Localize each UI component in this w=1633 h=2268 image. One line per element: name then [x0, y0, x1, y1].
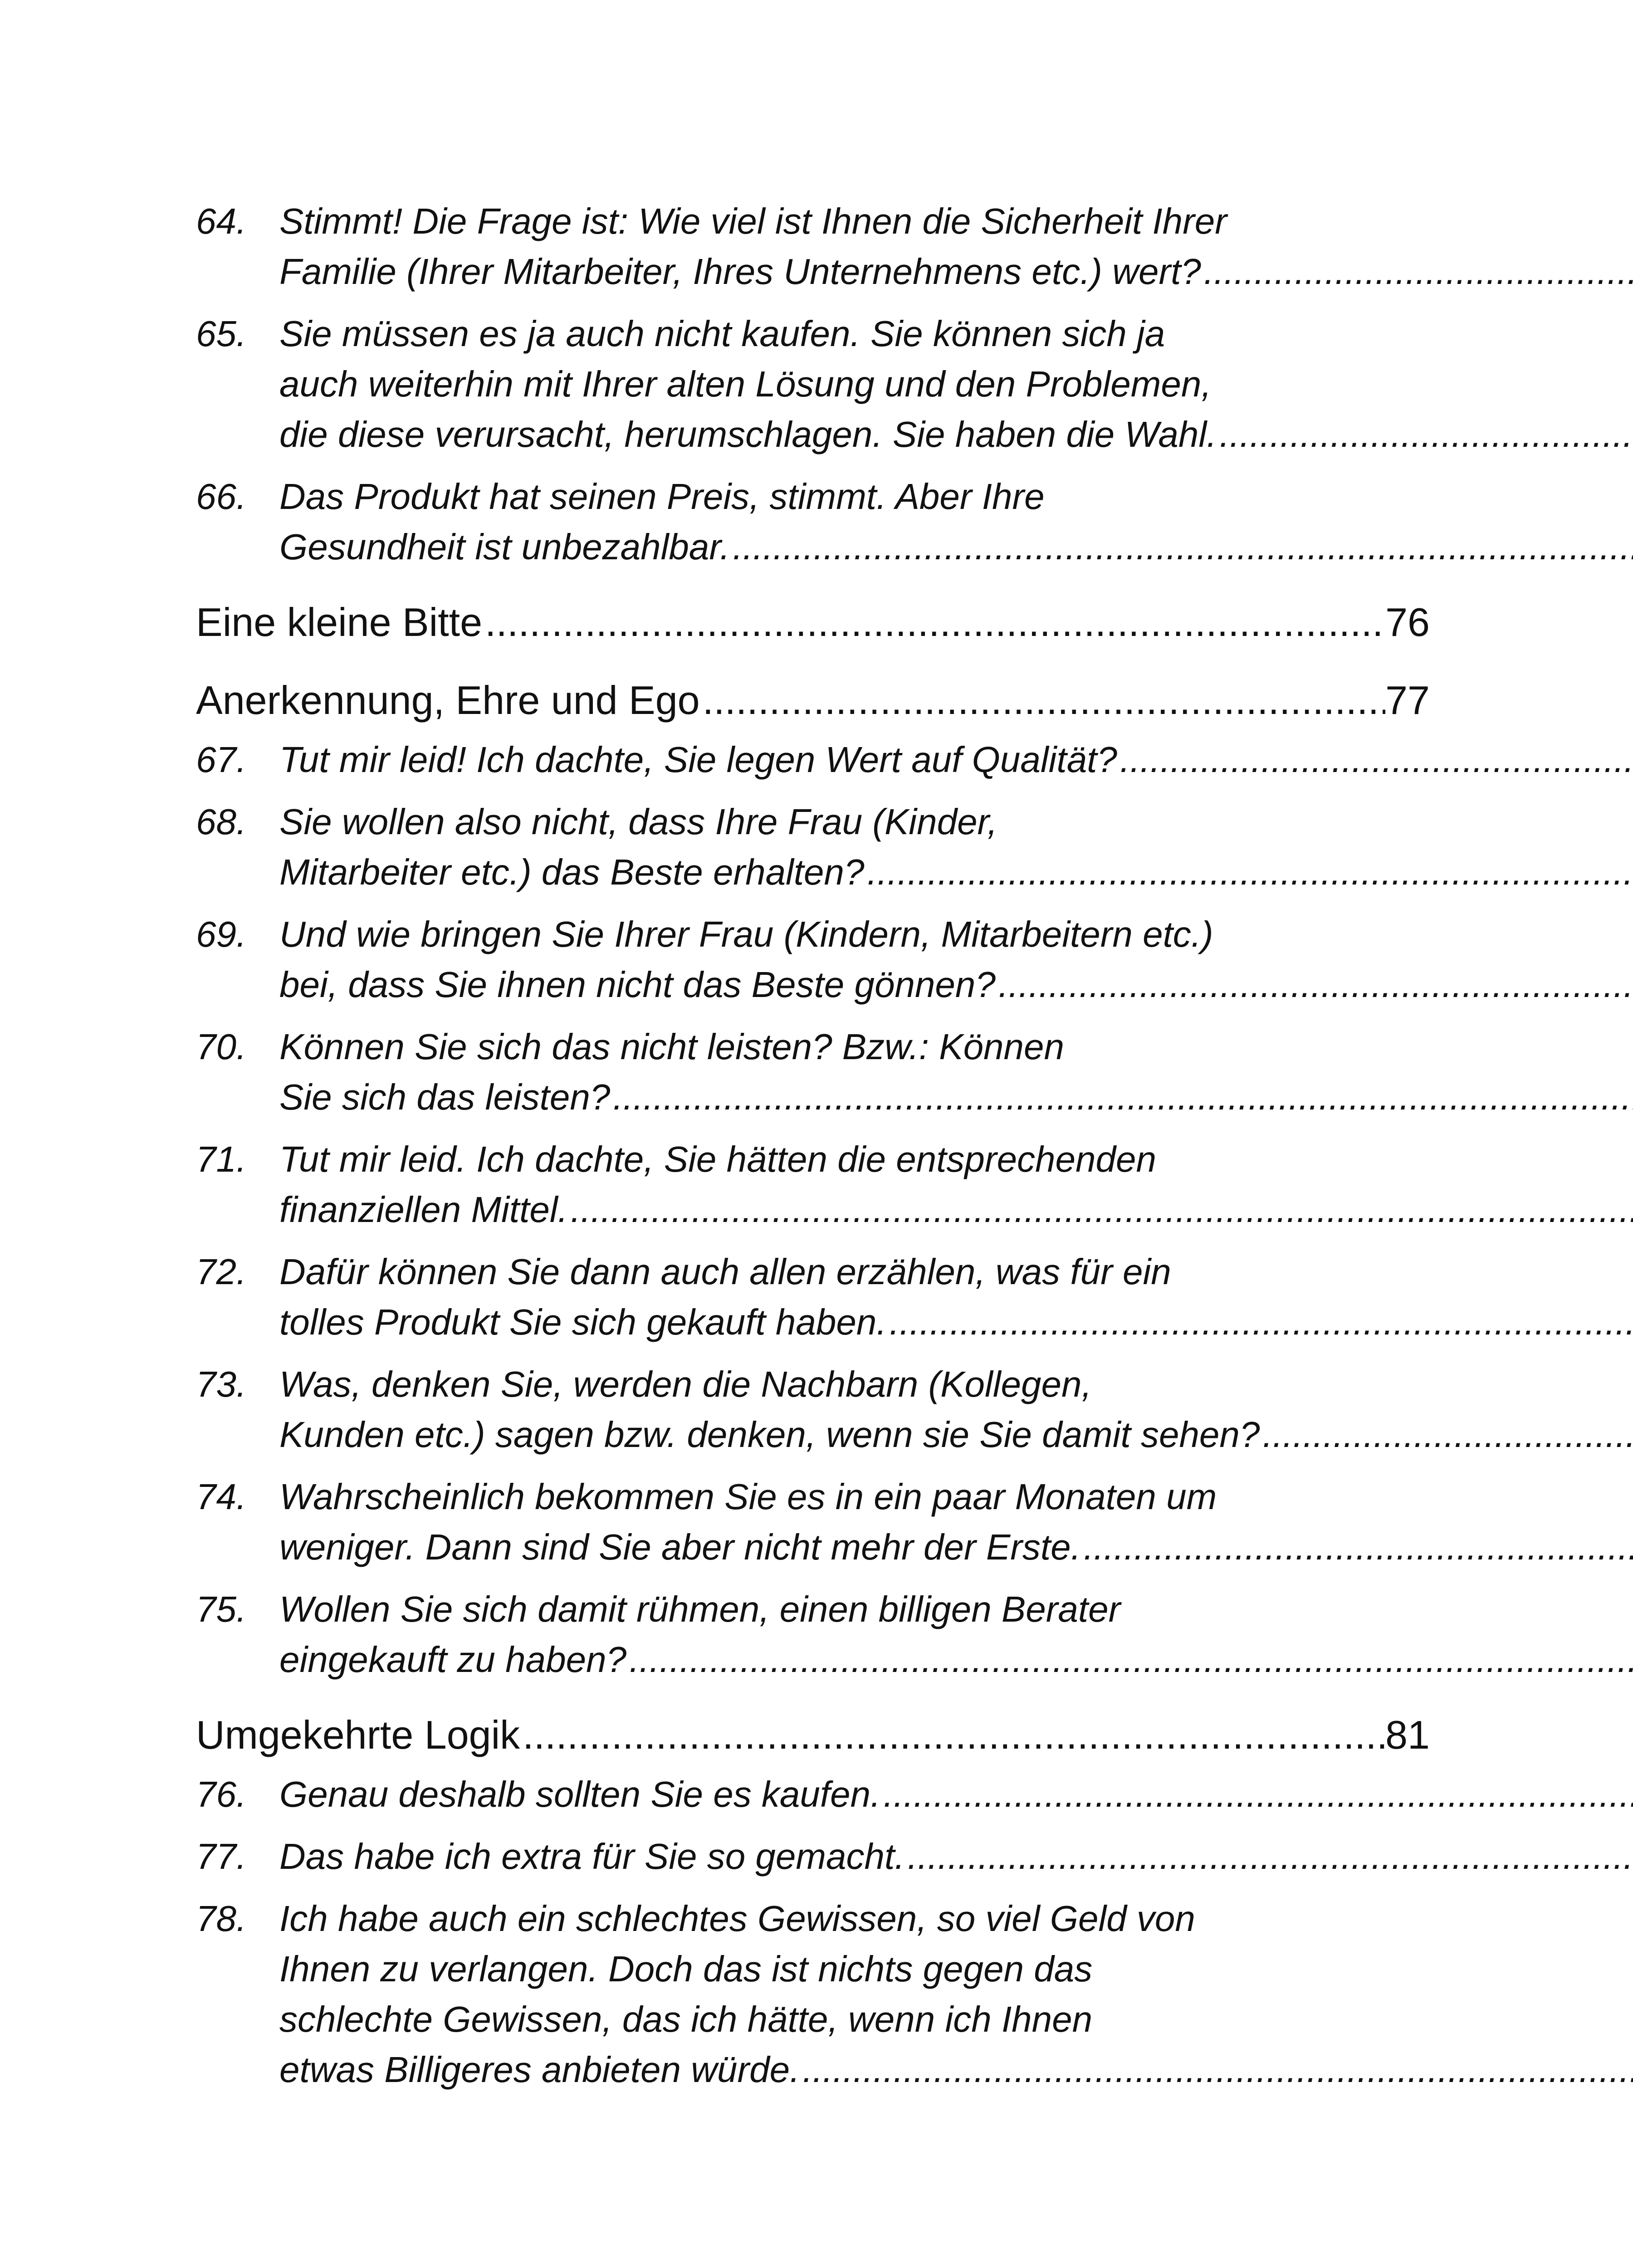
entry-text	[279, 1893, 1633, 2095]
dot-leader	[610, 1072, 1633, 1122]
entry-number: 70.	[196, 1026, 247, 1067]
dot-leader	[520, 1707, 1385, 1763]
entry-last-line	[279, 246, 1633, 297]
dot-leader	[1201, 246, 1633, 297]
toc-entry	[196, 909, 1430, 1010]
dot-leader	[730, 522, 1633, 572]
entry-number: 76.	[196, 1774, 247, 1814]
entry-text	[279, 797, 1633, 897]
toc-entry	[196, 1893, 1430, 2095]
entry-number: 77.	[196, 1836, 247, 1877]
entry-line: Und wie bringen Sie Ihrer Frau (Kindern, Mitarbeitern etc.)	[279, 914, 1213, 954]
toc-entry	[196, 1584, 1430, 1685]
entry-line: Tut mir leid! Ich dachte, Sie legen Wert auf Qualität?	[279, 739, 1117, 780]
entry-line: Kunden etc.) sagen bzw. denken, wenn sie Sie damit sehen?	[279, 1414, 1260, 1455]
chapter-page-number: 81	[1385, 1712, 1430, 1757]
entry-line: Das habe ich extra für Sie so gemacht.	[279, 1836, 905, 1877]
dot-leader	[700, 673, 1385, 728]
entry-number: 75.	[196, 1589, 247, 1629]
toc-entry	[196, 471, 1430, 572]
entry-text	[279, 1022, 1633, 1122]
toc-entry	[196, 1471, 1430, 1572]
entry-text	[279, 196, 1633, 297]
entry-text	[279, 1134, 1633, 1235]
entry-line: tolles Produkt Sie sich gekauft haben.	[279, 1302, 887, 1342]
entry-number: 71.	[196, 1139, 247, 1179]
entry-line: Was, denken Sie, werden die Nachbarn (Kollegen,	[279, 1364, 1092, 1404]
toc-chapter	[196, 595, 1430, 650]
dot-leader	[1117, 734, 1633, 785]
entry-number: 78.	[196, 1898, 247, 1939]
entry-line: eingekauft zu haben?	[279, 1639, 627, 1680]
toc-entry	[196, 797, 1430, 897]
entry-number: 69.	[196, 914, 247, 954]
entry-line: Sie wollen also nicht, dass Ihre Frau (Kinder,	[279, 802, 998, 842]
entry-line: Familie (Ihrer Mitarbeiter, Ihres Unternehmens etc.) wert?	[279, 251, 1201, 292]
toc-chapter	[196, 1707, 1430, 1763]
entry-last-line	[279, 1409, 1633, 1460]
entry-number: 68.	[196, 802, 247, 842]
chapter-title: Umgekehrte Logik	[196, 1712, 520, 1757]
entry-line: Können Sie sich das nicht leisten? Bzw.: Können	[279, 1026, 1064, 1067]
chapter-title: Anerkennung, Ehre und Ego	[196, 678, 700, 723]
entry-number: 73.	[196, 1364, 247, 1404]
entry-text	[279, 734, 1633, 785]
dot-leader	[865, 847, 1633, 897]
entry-text	[279, 1769, 1633, 1819]
entry-last-line	[279, 1297, 1633, 1347]
entry-last-line	[279, 2044, 1633, 2095]
entry-last-line	[279, 522, 1633, 572]
entry-line: Gesundheit ist unbezahlbar.	[279, 527, 730, 567]
toc-entry	[196, 734, 1430, 785]
chapter-page-number: 77	[1385, 678, 1430, 723]
chapter-title: Eine kleine Bitte	[196, 600, 483, 645]
table-of-contents	[196, 196, 1430, 2107]
entry-text	[279, 909, 1633, 1010]
entry-line: etwas Billigeres anbieten würde.	[279, 2049, 800, 2090]
entry-line: bei, dass Sie ihnen nicht das Beste gönnen?	[279, 964, 996, 1005]
entry-text	[279, 308, 1633, 459]
dot-leader	[482, 595, 1385, 650]
toc-entry	[196, 1831, 1430, 1882]
toc-chapter	[196, 673, 1430, 728]
entry-text	[279, 1831, 1633, 1882]
toc-entry	[196, 308, 1430, 459]
entry-text	[279, 471, 1633, 572]
toc-entry	[196, 1359, 1430, 1460]
toc-entry	[196, 1134, 1430, 1235]
toc-entry	[196, 196, 1430, 297]
entry-line: Dafür können Sie dann auch allen erzählen, was für ein	[279, 1251, 1171, 1292]
entry-number: 65.	[196, 313, 247, 354]
entry-last-line	[279, 734, 1633, 785]
dot-leader	[1081, 1522, 1633, 1572]
entry-line: finanziellen Mittel.	[279, 1189, 568, 1230]
entry-line: Ihnen zu verlangen. Doch das ist nichts gegen das	[279, 1949, 1093, 1989]
entry-number: 64.	[196, 201, 247, 241]
entry-text	[279, 1471, 1633, 1572]
entry-last-line	[279, 1769, 1633, 1819]
entry-number: 74.	[196, 1476, 247, 1517]
entry-last-line	[279, 959, 1633, 1010]
entry-last-line	[279, 847, 1633, 897]
toc-entry	[196, 1022, 1430, 1122]
entry-last-line	[279, 1072, 1633, 1122]
entry-last-line	[279, 1184, 1633, 1235]
entry-text	[279, 1359, 1633, 1460]
entry-line: auch weiterhin mit Ihrer alten Lösung und den Problemen,	[279, 364, 1212, 404]
entry-last-line	[279, 1831, 1633, 1882]
toc-entry	[196, 1246, 1430, 1347]
entry-line: Mitarbeiter etc.) das Beste erhalten?	[279, 852, 865, 892]
entry-line: Das Produkt hat seinen Preis, stimmt. Aber Ihre	[279, 476, 1045, 517]
chapter-page-number: 76	[1385, 600, 1430, 645]
entry-line: die diese verursacht, herumschlagen. Sie haben die Wahl.	[279, 414, 1217, 455]
entry-line: Wahrscheinlich bekommen Sie es in ein paar Monaten um	[279, 1476, 1217, 1517]
entry-line: Wollen Sie sich damit rühmen, einen billigen Berater	[279, 1589, 1121, 1629]
entry-text	[279, 1584, 1633, 1685]
entry-last-line	[279, 409, 1633, 459]
dot-leader	[996, 959, 1633, 1010]
entry-line: Sie sich das leisten?	[279, 1077, 611, 1117]
entry-last-line	[279, 1634, 1633, 1685]
dot-leader	[1260, 1409, 1633, 1460]
entry-number: 66.	[196, 476, 247, 517]
dot-leader	[880, 1769, 1633, 1819]
dot-leader	[800, 2044, 1633, 2095]
entry-last-line	[279, 1522, 1633, 1572]
dot-leader	[626, 1634, 1633, 1685]
dot-leader	[905, 1831, 1633, 1882]
entry-number: 67.	[196, 739, 247, 780]
dot-leader	[568, 1184, 1633, 1235]
dot-leader	[1217, 409, 1633, 459]
entry-line: Tut mir leid. Ich dachte, Sie hätten die entsprechenden	[279, 1139, 1157, 1179]
entry-text	[279, 1246, 1633, 1347]
entry-line: schlechte Gewissen, das ich hätte, wenn ich Ihnen	[279, 1999, 1093, 2039]
entry-line: Sie müssen es ja auch nicht kaufen. Sie können sich ja	[279, 313, 1165, 354]
entry-number: 72.	[196, 1251, 247, 1292]
entry-line: weniger. Dann sind Sie aber nicht mehr der Erste.	[279, 1527, 1081, 1567]
entry-line: Genau deshalb sollten Sie es kaufen.	[279, 1774, 881, 1814]
entry-line: Ich habe auch ein schlechtes Gewissen, so viel Geld von	[279, 1898, 1195, 1939]
toc-entry	[196, 1769, 1430, 1819]
entry-line: Stimmt! Die Frage ist: Wie viel ist Ihnen die Sicherheit Ihrer	[279, 201, 1227, 241]
dot-leader	[887, 1297, 1633, 1347]
